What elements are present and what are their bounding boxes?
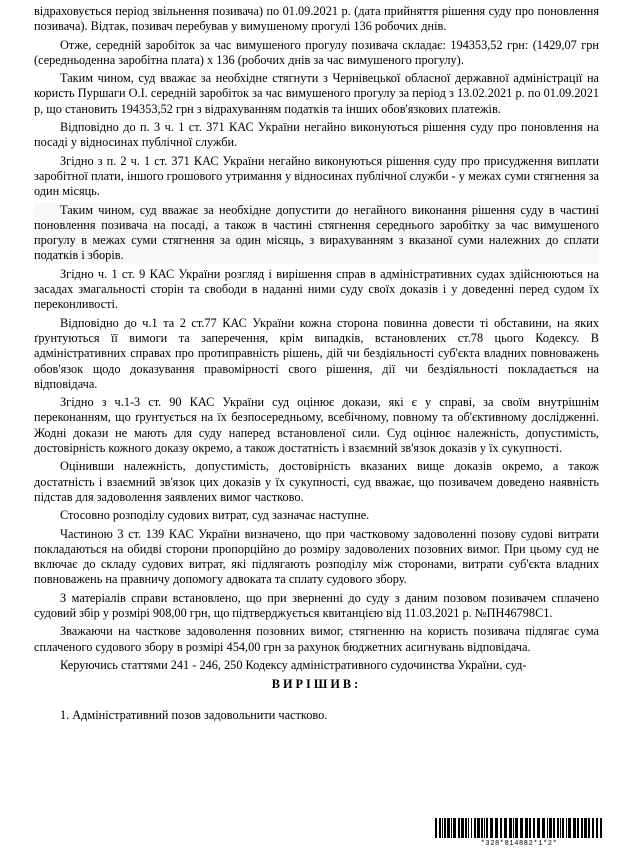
paragraph: Оцінивши належність, допустимість, достовірність вказаних вище доказів окремо, а також достатність і взаємний зв'язок цих доказів у їх сукупності, суд вважає, що позивачем доведено наявність підстав для задоволення заявлених вимог частково. xyxy=(34,459,599,504)
paragraph-list xyxy=(34,4,599,673)
paragraph: Зважаючи на часткове задоволення позовних вимог, стягненню на користь позивача підлягає сума сплаченого судового збору в розмірі 454,00 грн за рахунок бюджетних асигнувань відповідача. xyxy=(34,624,599,654)
paragraph: Відповідно до п. 3 ч. 1 ст. 371 КАС України негайно виконуються рішення суду про поновлення на посаді у відносинах публічної служби. xyxy=(34,120,599,150)
paragraph: Згідно ч. 1 ст. 9 КАС України розгляд і вирішення справ в адміністративних судах здійснюються на засадах змагальності сторін та свободи в наданні ними суду своїх доказів і у доведенні перед судом їх переконливості. xyxy=(34,266,599,312)
barcode-caption: *328*814882*1*2* xyxy=(480,840,558,848)
paragraph: Частиною 3 ст. 139 КАС України визначено, що при частковому задоволенні позову судові витрати покладаються на обидві сторони пропорційно до розміру задоволених позовних вимог. При цьому суд не включає до складу судових витрат, які підлягають розподілу між сторонами, витрати суб'єкта владних повноважень на правничу допомогу адвоката та сплату судового збору. xyxy=(34,526,599,587)
document-body xyxy=(34,4,599,724)
decision-item: 1. Адміністративний позов задовольнити частково. xyxy=(60,708,328,723)
paragraph: відраховується період звільнення позивача) по 01.09.2021 р. (дата прийняття рішення суду про поновлення позивача). Відтак, позивач перебував у вимушеному прогулі 136 робочих днів. xyxy=(34,4,599,34)
paragraph: Відповідно до ч.1 та 2 ст.77 КАС України кожна сторона повинна довести ті обставини, на яких ґрунтуються її вимоги та заперечення, крім випадків, встановлених ст.78 цього Кодексу. В адміністративних справах про протиправність рішень, дій чи бездіяльності суб'єкта владних повноважень обов'язок щодо доказування правомірності свого рішення, дії чи бездіяльності покладається на відповідача. xyxy=(34,315,599,391)
barcode xyxy=(434,818,604,848)
paragraph: Керуючись статтями 241 - 246, 250 Кодексу адміністративного судочинства України, суд- xyxy=(60,657,527,672)
decision-heading: ВИРІШИВ: xyxy=(271,677,362,692)
paragraph: Стосовно розподілу судових витрат, суд зазначає наступне. xyxy=(60,508,370,523)
paragraph: З матеріалів справи встановлено, що при зверненні до суду з даним позовом позивачем сплачено судовий збір у розмірі 908,00 грн, що підтверджується квитанцією від 11.03.2021 р. №ПН46798С1. xyxy=(34,590,599,620)
decision-list xyxy=(34,708,599,723)
paragraph: Таким чином, суд вважає за необхідне стягнути з Чернівецької обласної державної адміністрації на користь Пуршаги О.І. середній заробіток за час вимушеного прогулу за період з 13.02.2021 р. по 01.09.2021 р, що становить 194353,52 грн з відрахуванням податків та інших обов'язкових платежів. xyxy=(34,71,599,116)
paragraph: Отже, середній заробіток за час вимушеного прогулу позивача складає: 194353,52 грн: (1429,07 грн (середньоденна заробітна плата) х 136 (робочих днів за час вимушеного прогулу). xyxy=(34,37,599,67)
paragraph: Згідно з п. 2 ч. 1 ст. 371 КАС України негайно виконуються рішення суду про присудження виплати заробітної плати, іншого грошового утримання у відносинах публічної служби - у межах суми стягнення за один місяць. xyxy=(34,153,599,199)
paragraph: Таким чином, суд вважає за необхідне допустити до негайного виконання рішення суду в частині поновлення позивача на посаді, а також в частині стягнення середнього заробітку за час вимушеного прогулу в межах суми стягнення за один місяць, з вирахуванням з вказаної суми належних до сплати податків і зборів. xyxy=(34,202,599,263)
paragraph: Згідно з ч.1-3 ст. 90 КАС України суд оцінює докази, які є у справі, за своїм внутрішнім переконанням, що ґрунтується на їх безпосередньому, всебічному, повному та об'єктивному дослідженні. Жодні докази не мають для суду наперед встановленої сили. Суд оцінює належність, допустимість, достовірність кожного доказу окремо, а також достатність і взаємний зв'язок доказів у їх сукупності. xyxy=(34,395,599,456)
barcode-graphic xyxy=(434,818,604,838)
